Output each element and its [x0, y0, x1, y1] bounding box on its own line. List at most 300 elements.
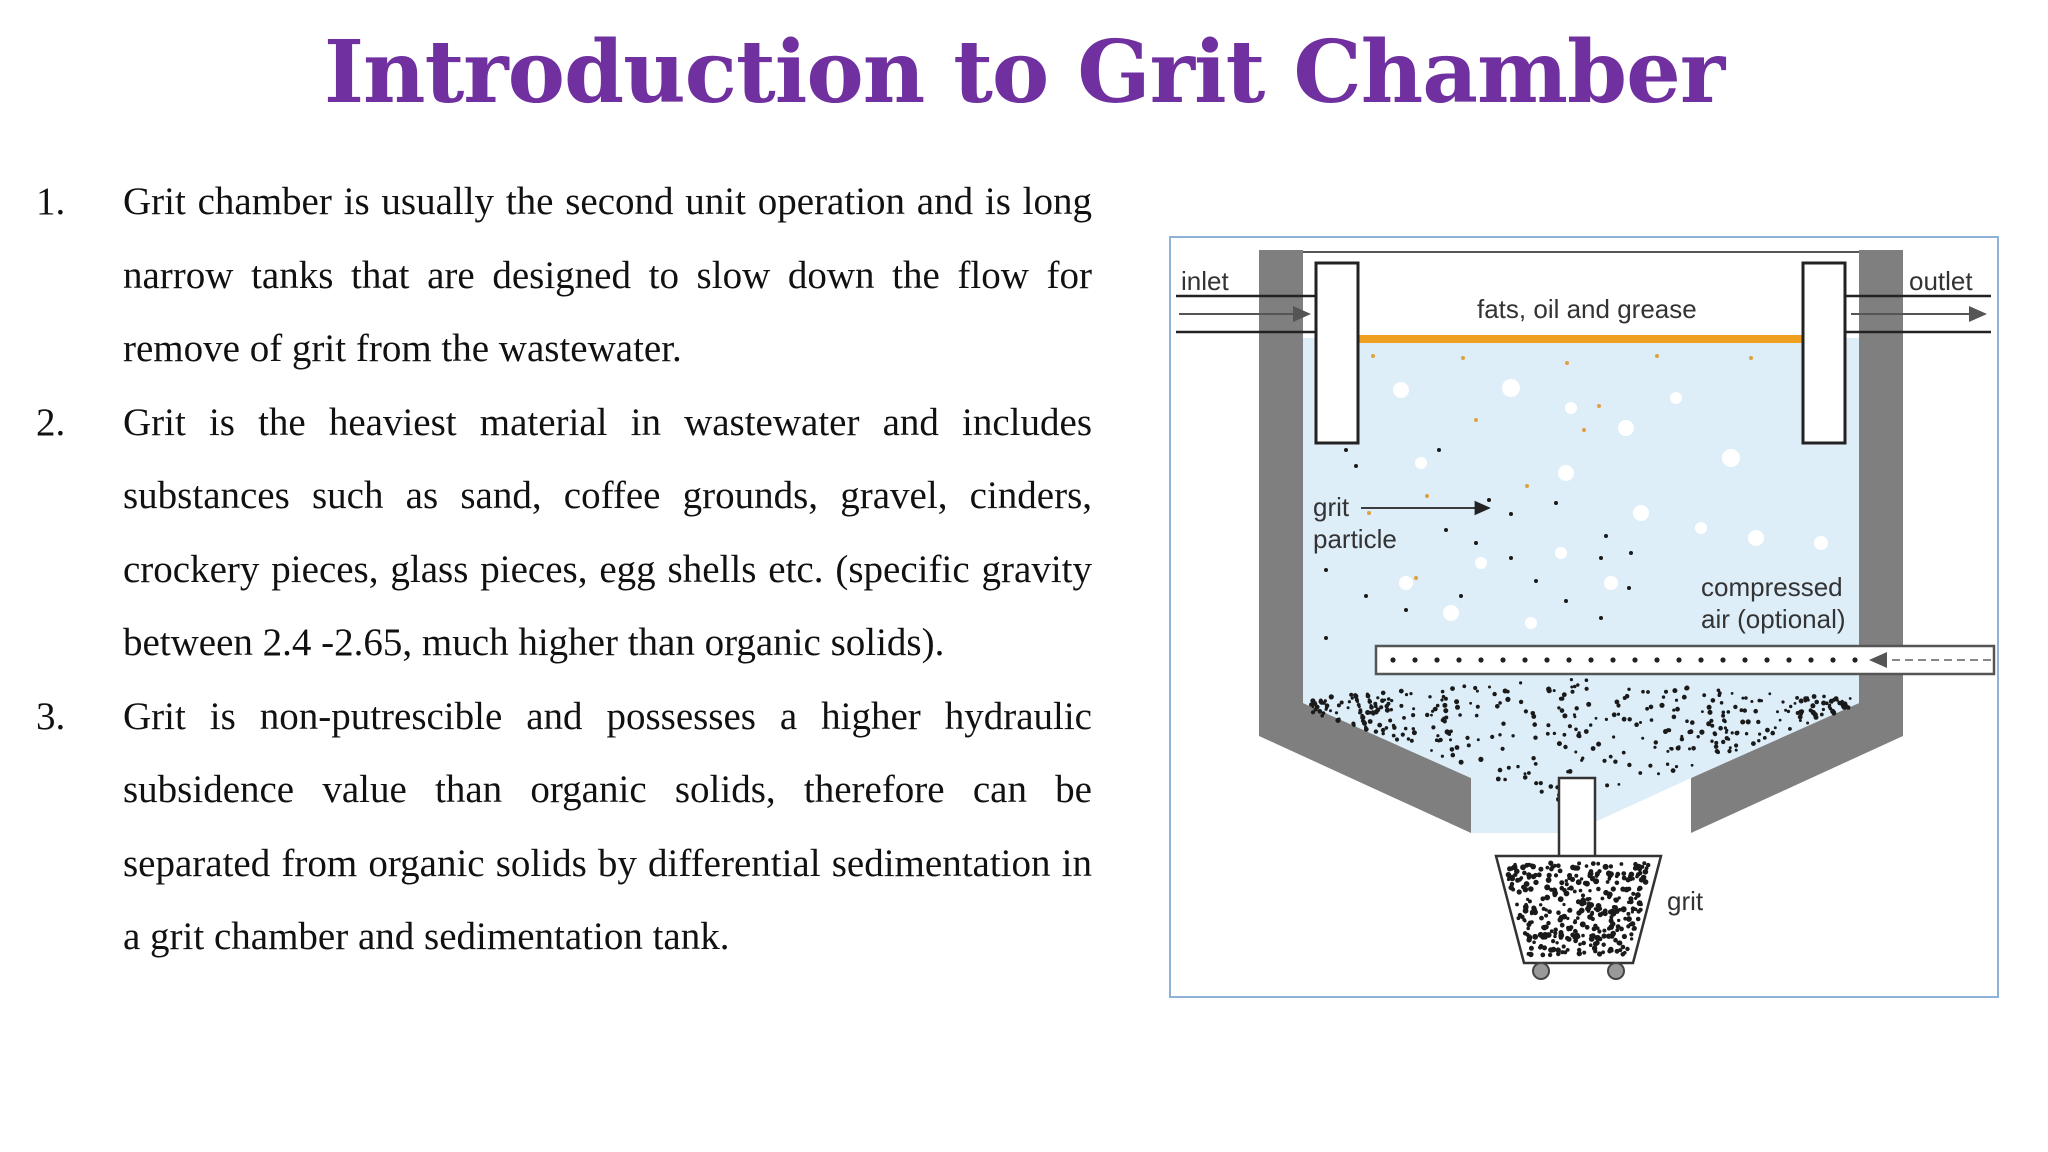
grit-dot: [1531, 714, 1536, 719]
grit-dot: [1596, 862, 1600, 866]
grit-dot: [1562, 888, 1567, 893]
grit-dot: [1381, 691, 1386, 696]
grit-dot: [1612, 712, 1617, 717]
grit-dot: [1720, 701, 1724, 705]
grit-dot: [1589, 934, 1592, 937]
grit-dot: [1465, 736, 1469, 740]
grit-dot: [1620, 862, 1624, 866]
grit-dot: [1822, 708, 1825, 711]
list-number: 1.: [36, 180, 66, 223]
grit-dot: [1585, 864, 1589, 868]
grit-dot: [1450, 686, 1455, 691]
grit-dot: [1538, 945, 1542, 949]
grit-dot: [1348, 700, 1351, 703]
grit-dot: [1648, 764, 1652, 768]
grit-dot: [1615, 928, 1619, 932]
grit-dot: [1402, 716, 1406, 720]
grit-dot: [1496, 777, 1501, 782]
grit-dot: [1591, 861, 1596, 866]
grit-dot: [1610, 949, 1613, 952]
grit-dot: [1721, 714, 1725, 718]
grit-dot: [1562, 903, 1565, 906]
outlet-baffle: [1803, 263, 1845, 443]
inlet-label: inlet: [1181, 266, 1229, 296]
grit-dot: [1734, 743, 1738, 747]
grit-dot: [1799, 709, 1804, 714]
grit-dot: [1722, 711, 1726, 715]
grit-dot: [1593, 924, 1597, 928]
grit-dot: [1622, 751, 1626, 755]
grit-dot: [1360, 711, 1363, 714]
grit-dot: [1581, 934, 1585, 938]
grit-dot: [1626, 924, 1630, 928]
grit-dot: [1458, 713, 1462, 717]
grit-dot: [1532, 874, 1536, 878]
grit-dot: [1731, 692, 1734, 695]
grit-dot: [1595, 907, 1600, 912]
grit-dot: [1584, 881, 1590, 887]
grit-dot: [1812, 694, 1817, 699]
grit-dot: [1603, 909, 1608, 914]
grit-dot: [1781, 700, 1784, 703]
grit-dot: [1768, 692, 1771, 695]
grit-dot: [1571, 690, 1575, 694]
grit-dot: [1563, 733, 1567, 737]
grit-dot: [1473, 686, 1477, 690]
grit-dot: [1369, 705, 1374, 710]
grit-dot: [1565, 879, 1568, 882]
grit-dot: [1589, 943, 1593, 947]
grit-dot: [1697, 735, 1700, 738]
grit-dot: [1544, 895, 1550, 901]
grit-dot: [1595, 717, 1598, 720]
grit-dot: [1634, 722, 1639, 727]
grit-dot: [1763, 736, 1767, 740]
grit-dot: [1691, 746, 1696, 751]
grit-dot: [1798, 715, 1803, 720]
grit-dot: [1641, 737, 1644, 740]
grit-dot: [1388, 719, 1392, 723]
grit-dot: [1675, 699, 1678, 702]
grit-dot: [1428, 695, 1431, 698]
grit-dot: [1507, 878, 1510, 881]
grit-dot: [1382, 732, 1385, 735]
grit-dot: [1556, 952, 1561, 957]
grit-dot: [1560, 708, 1565, 713]
grit-dot: [1335, 711, 1338, 714]
grit-dot: [1349, 693, 1353, 697]
grit-dot: [1550, 948, 1554, 952]
grit-dot: [1476, 690, 1479, 693]
fats-label: fats, oil and grease: [1477, 294, 1697, 324]
grit-dot: [1568, 769, 1573, 774]
grit-dot: [1523, 908, 1529, 914]
grit-dot: [1534, 781, 1538, 785]
grit-dot: [1699, 730, 1704, 735]
grit-dot: [1570, 877, 1575, 882]
grit-dot: [1557, 741, 1562, 746]
grit-dot: [1379, 705, 1383, 709]
grit-dot: [1631, 892, 1635, 896]
grit-dot: [1638, 771, 1642, 775]
grit-dot: [1849, 697, 1852, 700]
grit-dot: [1524, 903, 1528, 907]
grit-dot: [1615, 881, 1620, 886]
grit-dot: [1715, 749, 1720, 754]
grit-dot: [1601, 897, 1605, 901]
grit-particle-label: grit: [1313, 492, 1350, 522]
grit-dot: [1567, 887, 1570, 890]
grit-dot: [1743, 708, 1747, 712]
grit-dot: [1503, 778, 1507, 782]
grit-dot: [1602, 933, 1607, 938]
grit-dot: [1547, 873, 1552, 878]
grit-dot: [1609, 864, 1613, 868]
grit-dot: [1329, 694, 1334, 699]
grit-dot: [1733, 705, 1737, 709]
grit-dot: [1380, 698, 1385, 703]
grit-dot: [1498, 733, 1501, 736]
grit-dot: [1832, 698, 1836, 702]
grit-dot: [1555, 941, 1558, 944]
grit-dot: [1701, 710, 1704, 713]
grit-dot: [1441, 690, 1445, 694]
grit-dot: [1529, 946, 1534, 951]
grit-dot: [1399, 689, 1404, 694]
grit-dot: [1574, 751, 1577, 754]
grit-dot: [1577, 948, 1581, 952]
inlet-baffle: [1316, 263, 1358, 443]
grit-dot: [1650, 718, 1654, 722]
grit-dot: [1368, 719, 1373, 724]
grit-dot: [1585, 687, 1589, 691]
grit-dot: [1638, 871, 1643, 876]
grit-dot: [1641, 690, 1645, 694]
grit-dot: [1570, 678, 1573, 681]
grit-dot: [1622, 717, 1627, 722]
grit-dot: [1595, 874, 1599, 878]
grit-dot: [1822, 695, 1826, 699]
grit-dot: [1538, 867, 1543, 872]
grit-dot: [1329, 709, 1332, 712]
grit-dot: [1722, 718, 1726, 722]
cart-wheel: [1608, 963, 1624, 979]
grit-dot: [1407, 737, 1410, 740]
grit-dot: [1581, 757, 1584, 760]
grit-dot: [1685, 719, 1689, 723]
grit-dot: [1392, 724, 1396, 728]
grit-dot: [1711, 698, 1716, 703]
grit-dot: [1676, 746, 1681, 751]
grit-dot: [1649, 705, 1654, 710]
grit-dot: [1580, 898, 1586, 904]
air-diffuser: [1376, 646, 1994, 674]
grit-dot: [1573, 685, 1577, 689]
grit-dot: [1399, 704, 1403, 708]
grit-dot: [1315, 705, 1320, 710]
grit-dot: [1601, 950, 1605, 954]
grit-dot: [1404, 727, 1408, 731]
grit-dot: [1551, 939, 1555, 943]
grit-dot: [1622, 876, 1627, 881]
grit-dot: [1713, 732, 1717, 736]
grit-dot: [1440, 698, 1443, 701]
grit-dot: [1578, 943, 1582, 947]
grit-dot: [1442, 717, 1446, 721]
grit-dot: [1582, 951, 1586, 955]
grit-dot: [1637, 886, 1642, 891]
grit-dot: [1353, 694, 1358, 699]
grit-dot: [1688, 747, 1691, 750]
grit-dot: [1828, 704, 1831, 707]
grit-dot: [1587, 903, 1593, 909]
grit-dot: [1602, 929, 1606, 933]
grit-dot: [1794, 702, 1797, 705]
list-item-text: Grit is non-putrescible and possesses a higher hydraulic subsidence value than organic solids, therefore can be separated from organic solids by differential sedimentation in a grit chamber and sedimentation tank.: [123, 694, 1092, 958]
grit-dot: [1645, 707, 1649, 711]
grit-dot: [1574, 919, 1577, 922]
grit-dot: [1576, 683, 1579, 686]
grit-dot: [1517, 916, 1521, 920]
grit-dot: [1741, 697, 1744, 700]
grit-dot: [1672, 715, 1677, 720]
grit-dot: [1545, 908, 1548, 911]
grit-dot: [1524, 709, 1528, 713]
grit-dot: [1639, 877, 1645, 883]
grit-dot: [1574, 728, 1578, 732]
grit-dot: [1615, 700, 1620, 705]
grit-dot: [1365, 710, 1370, 715]
grit-dot: [1441, 755, 1444, 758]
grit-dot: [1809, 708, 1813, 712]
grit-dot: [1628, 717, 1632, 721]
grit-dot: [1311, 710, 1315, 714]
grit-dot: [1549, 784, 1554, 789]
grit-dot: [1320, 702, 1323, 705]
grit-dot: [1539, 781, 1543, 785]
grit-dot: [1666, 763, 1669, 766]
grit-dot: [1666, 750, 1669, 753]
grit-dot: [1579, 908, 1585, 914]
grit-dot: [1340, 701, 1344, 705]
grit-dot: [1325, 703, 1330, 708]
grit-dot: [1637, 900, 1643, 906]
list-item-2: [36, 386, 1092, 680]
grit-dot: [1758, 733, 1761, 736]
grit-dot: [1562, 692, 1567, 697]
grit-dot: [1553, 888, 1558, 893]
grit-dot: [1621, 871, 1626, 876]
grit-dot: [1521, 885, 1525, 889]
grit-dot: [1311, 702, 1315, 706]
grit-dot: [1813, 712, 1818, 717]
grit-dot: [1588, 897, 1592, 901]
grit-dot: [1522, 871, 1527, 876]
grit-dot: [1519, 681, 1522, 684]
grit-dot: [1454, 699, 1459, 704]
grit-dot: [1390, 699, 1393, 702]
grit-dot: [1714, 744, 1719, 749]
grit-dot: [1412, 730, 1417, 735]
grit-dot: [1351, 697, 1354, 700]
grit-dot: [1561, 914, 1567, 920]
grit-dot: [1534, 762, 1538, 766]
grit-dot: [1690, 720, 1695, 725]
grit-dot: [1531, 756, 1535, 760]
grit-dot: [1617, 940, 1622, 945]
grit-dot: [1356, 700, 1359, 703]
grit-dot: [1590, 876, 1595, 881]
grit-dot: [1574, 930, 1578, 934]
grit-dot: [1646, 690, 1650, 694]
grit-dot: [1544, 914, 1548, 918]
grit-dot: [1682, 695, 1687, 700]
grit-chamber-diagram: [1169, 236, 1999, 998]
grit-dot: [1467, 743, 1471, 747]
grit-dot: [1596, 887, 1601, 892]
grit-dot: [1745, 732, 1748, 735]
grit-dot: [1608, 874, 1613, 879]
grit-dot: [1593, 949, 1597, 953]
grit-dot: [1623, 917, 1627, 921]
grit-dot: [1575, 706, 1579, 710]
grit-dot: [1584, 729, 1589, 734]
grit-dot: [1558, 869, 1563, 874]
grit-dot: [1623, 951, 1627, 955]
list-item-3: [36, 680, 1092, 974]
grit-dot: [1528, 886, 1534, 892]
grit-dot: [1559, 930, 1564, 935]
grit-dot: [1539, 903, 1542, 906]
compressed-air-label: compressed: [1701, 572, 1843, 602]
grit-dot: [1612, 735, 1615, 738]
grit-dot: [1533, 736, 1537, 740]
grit-dot: [1377, 723, 1382, 728]
grit-dot: [1653, 746, 1656, 749]
grit-dot: [1376, 696, 1379, 699]
grit-dot: [1626, 912, 1630, 916]
grit-dot: [1557, 706, 1560, 709]
grit-dot: [1425, 713, 1429, 717]
grit-dot: [1559, 880, 1564, 885]
grit-dot: [1718, 726, 1723, 731]
grit-dot: [1570, 686, 1573, 689]
grit-dot: [1597, 929, 1601, 933]
grit-dot: [1576, 899, 1581, 904]
grit-dot: [1533, 880, 1538, 885]
grit-dot: [1744, 696, 1748, 700]
grit-dot: [1385, 708, 1390, 713]
grit-dot: [1628, 896, 1633, 901]
grit-dot: [1657, 772, 1660, 775]
grit-dot: [1636, 917, 1641, 922]
grease-layer: [1346, 335, 1816, 343]
grit-dot: [1585, 678, 1589, 682]
grit-dot: [1770, 731, 1775, 736]
grit-dot: [1511, 888, 1515, 892]
grit-dot: [1498, 768, 1503, 773]
grit-dot: [1799, 699, 1804, 704]
grit-dot: [1532, 907, 1537, 912]
grit-dot: [1789, 705, 1792, 708]
grit-dot: [1721, 740, 1725, 744]
grit-dot: [1554, 873, 1558, 877]
grit-dot: [1438, 738, 1442, 742]
grit-dot: [1613, 938, 1618, 943]
grit-dot: [1436, 704, 1440, 708]
grit-dot: [1490, 735, 1494, 739]
grit-dot: [1671, 768, 1676, 773]
grit-dot: [1746, 719, 1751, 724]
grit-dot: [1664, 690, 1668, 694]
grit-dot: [1501, 722, 1505, 726]
grit-dot: [1735, 749, 1738, 752]
grit-dot: [1325, 708, 1328, 711]
grit-dot: [1515, 878, 1520, 883]
grit-dot: [1573, 890, 1577, 894]
grit-dot: [1629, 932, 1633, 936]
grit-dot: [1318, 709, 1323, 714]
grit-dot: [1455, 745, 1460, 750]
grit-dot: [1556, 910, 1561, 915]
grit-dot: [1515, 903, 1519, 907]
grit-dot: [1506, 690, 1510, 694]
grit-dot: [1659, 703, 1664, 708]
grit-dot: [1727, 749, 1731, 753]
grit-dot: [1618, 948, 1622, 952]
grit-dot: [1672, 709, 1675, 712]
grit-dot: [1352, 724, 1355, 727]
grit-dot: [1451, 753, 1456, 758]
grit-dot: [1524, 772, 1527, 775]
grit-dot: [1459, 760, 1464, 765]
grit-dot: [1788, 727, 1792, 731]
grit-dot: [1527, 863, 1531, 867]
grit-dot: [1684, 686, 1688, 690]
grit-dot: [1435, 738, 1439, 742]
grit-dot: [1645, 866, 1649, 870]
grit-dot: [1610, 909, 1615, 914]
list-number: 2.: [36, 400, 66, 444]
grit-dot: [1548, 953, 1552, 957]
grit-dot: [1814, 700, 1819, 705]
grit-dot: [1595, 935, 1601, 941]
grit-dot: [1366, 694, 1371, 699]
grit-dot: [1368, 699, 1373, 704]
grit-dot: [1530, 912, 1534, 916]
grit-dot: [1760, 699, 1763, 702]
grit-dot: [1511, 734, 1514, 737]
grit-dot: [1580, 921, 1586, 927]
grit-dot: [1622, 934, 1627, 939]
grit-dot: [1374, 729, 1378, 733]
grit-dot: [1718, 693, 1722, 697]
grit-dot: [1539, 916, 1544, 921]
grit-dot: [1573, 865, 1578, 870]
grit-dot: [1526, 922, 1531, 927]
grit-dot: [1751, 741, 1756, 746]
grit-dot: [1632, 927, 1636, 931]
grit-dot: [1562, 713, 1567, 718]
grit-dot: [1324, 699, 1327, 702]
diagram-svg: [1171, 238, 1997, 996]
grit-dot: [1799, 719, 1802, 722]
grit-dot: [1559, 935, 1564, 940]
grit-dot: [1513, 863, 1516, 866]
grit-dot: [1588, 889, 1591, 892]
grit-dot: [1605, 783, 1609, 787]
grit-dot: [1526, 927, 1530, 931]
